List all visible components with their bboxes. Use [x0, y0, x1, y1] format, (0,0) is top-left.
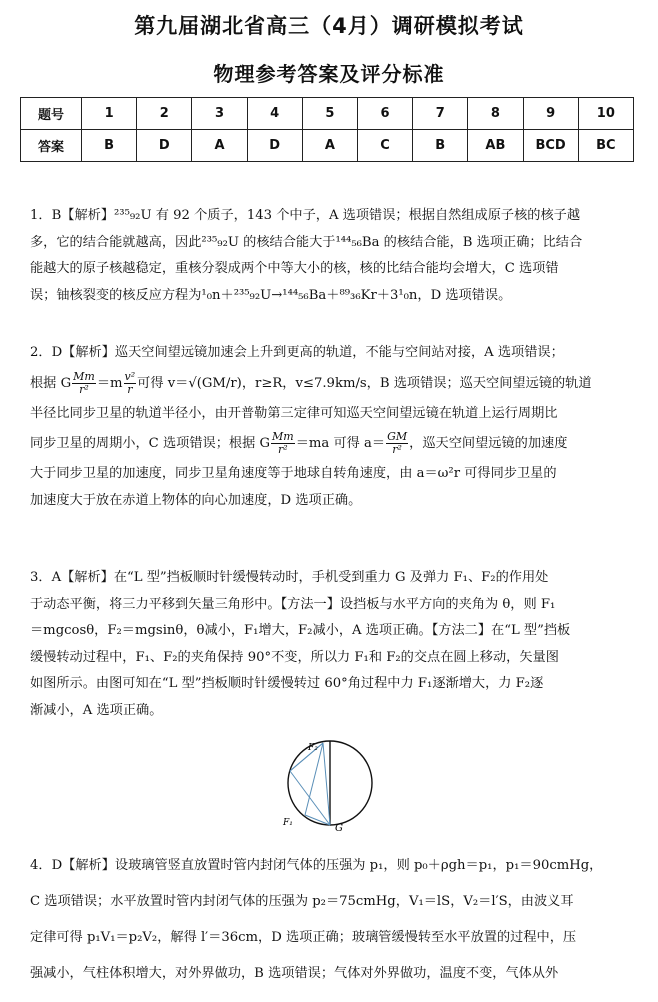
- fraction: [386, 431, 408, 456]
- answer-cell: A: [192, 130, 247, 162]
- label-g: G: [335, 823, 343, 834]
- text-line: 1．B【解析】²³⁵₉₂U 有 92 个质子，143 个中子，A 选项错误；根据自然组成原子核的核子越: [30, 208, 581, 223]
- fraction-numerator: Mm: [73, 369, 95, 383]
- text-line: 多，它的结合能就越高，因此²³⁵₉₂U 的核结合能大于¹⁴⁴₅₆Ba 的核结合能，B 选项正确；比结合: [30, 234, 583, 250]
- text-line-formula: [30, 367, 636, 401]
- answer-table: [20, 97, 634, 162]
- question-number: 9: [523, 98, 578, 130]
- answer-cell: B: [82, 130, 137, 162]
- row-label-number: 题号: [21, 98, 82, 130]
- explanation-q4: [30, 848, 636, 992]
- text-fragment: 同步卫星的周期小，C 选项错误；根据 G: [30, 436, 271, 451]
- answer-cell: B: [413, 130, 468, 162]
- text-fragment: 可得 v＝√(GM/r)，r≥R，v≤7.9km/s，B 选项错误；巡天空间望远镜的轨道: [137, 375, 592, 391]
- question-number: 5: [302, 98, 357, 130]
- fraction-denominator: r: [127, 382, 133, 396]
- question-number: 10: [578, 98, 633, 130]
- question-number: 2: [137, 98, 192, 130]
- text-line: 定律可得 p₁V₁＝p₂V₂，解得 l′＝36cm，D 选项正确；玻璃管缓慢转至水平放置的过程中，压: [30, 930, 577, 945]
- label-f2: F₂: [308, 743, 318, 753]
- question-number: 1: [82, 98, 137, 130]
- text-line: 渐减小，A 选项正确。: [30, 702, 163, 718]
- text-fragment: ，巡天空间望远镜的加速度: [409, 436, 568, 451]
- answer-cell: BCD: [523, 130, 578, 162]
- fraction-denominator: r²: [79, 382, 89, 396]
- text-line: 能越大的原子核越稳定，重核分裂成两个中等大小的核，核的比结合能均会增大，C 选项错: [30, 261, 559, 276]
- question-number: 4: [247, 98, 302, 130]
- force-vector-diagram: [265, 735, 395, 835]
- label-f1: F₁: [283, 818, 293, 828]
- text-fragment: ＝m: [96, 375, 123, 391]
- text-line: 3．A【解析】在“L 型”挡板顺时针缓慢转动时，手机受到重力 G 及弹力 F₁、F₂的作用处: [30, 570, 549, 585]
- fraction-numerator: v²: [124, 369, 136, 383]
- force-vector-line: [323, 743, 330, 825]
- fraction: [124, 371, 137, 396]
- answer-row: [21, 130, 634, 162]
- text-fragment: 根据 G: [30, 375, 72, 391]
- text-line: 强减小，气柱体积增大，对外界做功，B 选项错误；气体对外界做功，温度不变，气体从外: [30, 966, 559, 981]
- question-number: 6: [357, 98, 412, 130]
- page-subtitle: 物理参考答案及评分标准: [213, 62, 445, 86]
- text-line: 2．D【解析】巡天空间望远镜加速会上升到更高的轨道，不能与空间站对接，A 选项错误；: [30, 345, 564, 360]
- force-vector-line: [290, 743, 323, 771]
- explanation-q1: [30, 203, 636, 309]
- row-label-answer: 答案: [21, 130, 82, 162]
- question-number: 8: [468, 98, 523, 130]
- text-line: 大于同步卫星的加速度，同步卫星角速度等于地球自转角速度，由 a＝ω²r 可得同步卫星的: [30, 466, 557, 481]
- page-title: 第九届湖北省高三（4月）调研模拟考试: [134, 14, 524, 38]
- question-number: 7: [413, 98, 468, 130]
- fraction: [271, 431, 295, 456]
- fraction: [72, 371, 96, 396]
- fraction-denominator: r²: [278, 443, 288, 456]
- question-number-row: [21, 98, 634, 130]
- answer-cell: A: [302, 130, 357, 162]
- text-line: 半径比同步卫星的轨道半径小，由开普勒第三定律可知巡天空间望远镜在轨道上运行周期比: [30, 405, 558, 421]
- text-line: 4．D【解析】设玻璃管竖直放置时管内封闭气体的压强为 p₁，则 p₀＋ρgh＝p₁，p₁＝90cmHg，: [30, 858, 603, 873]
- text-line: C 选项错误；水平放置时管内封闭气体的压强为 p₂＝75cmHg，V₁＝lS，V₂＝l′S，由波义耳: [30, 894, 574, 909]
- text-line: 误；铀核裂变的核反应方程为¹₀n＋²³⁵₉₂U→¹⁴⁴₅₆Ba＋⁸⁹₃₆Kr＋3¹₀n，D 选项错误。: [30, 287, 512, 303]
- text-fragment: ＝ma 可得 a＝: [295, 436, 386, 451]
- text-line: 加速度大于放在赤道上物体的向心加速度，D 选项正确。: [30, 492, 362, 508]
- text-line-formula: [30, 427, 636, 461]
- fraction-numerator: Mm: [272, 430, 294, 443]
- answer-cell: C: [357, 130, 412, 162]
- answer-cell: BC: [578, 130, 633, 162]
- fraction-denominator: r²: [392, 443, 402, 456]
- fraction-numerator: GM: [387, 430, 408, 443]
- answer-cell: D: [137, 130, 192, 162]
- answer-cell: D: [247, 130, 302, 162]
- question-number: 3: [192, 98, 247, 130]
- explanation-q2: [30, 340, 636, 514]
- explanation-q3: [30, 565, 636, 724]
- text-line: 如图所示。由图可知在“L 型”挡板顺时针缓慢转过 60°角过程中力 F₁逐渐增大，力 F₂逐: [30, 676, 544, 691]
- text-line: 缓慢转动过程中，F₁、F₂的夹角保持 90°不变，所以力 F₁和 F₂的交点在圆上移动，矢量图: [30, 649, 559, 665]
- text-line: ＝mgcosθ，F₂＝mgsinθ，θ减小，F₁增大，F₂减小，A 选项正确。【方法二】在“L 型”挡板: [30, 623, 571, 638]
- answer-cell: AB: [468, 130, 523, 162]
- text-line: 于动态平衡，将三力平移到矢量三角形中。【方法一】设挡板与水平方向的夹角为 θ，则 F₁: [30, 596, 556, 612]
